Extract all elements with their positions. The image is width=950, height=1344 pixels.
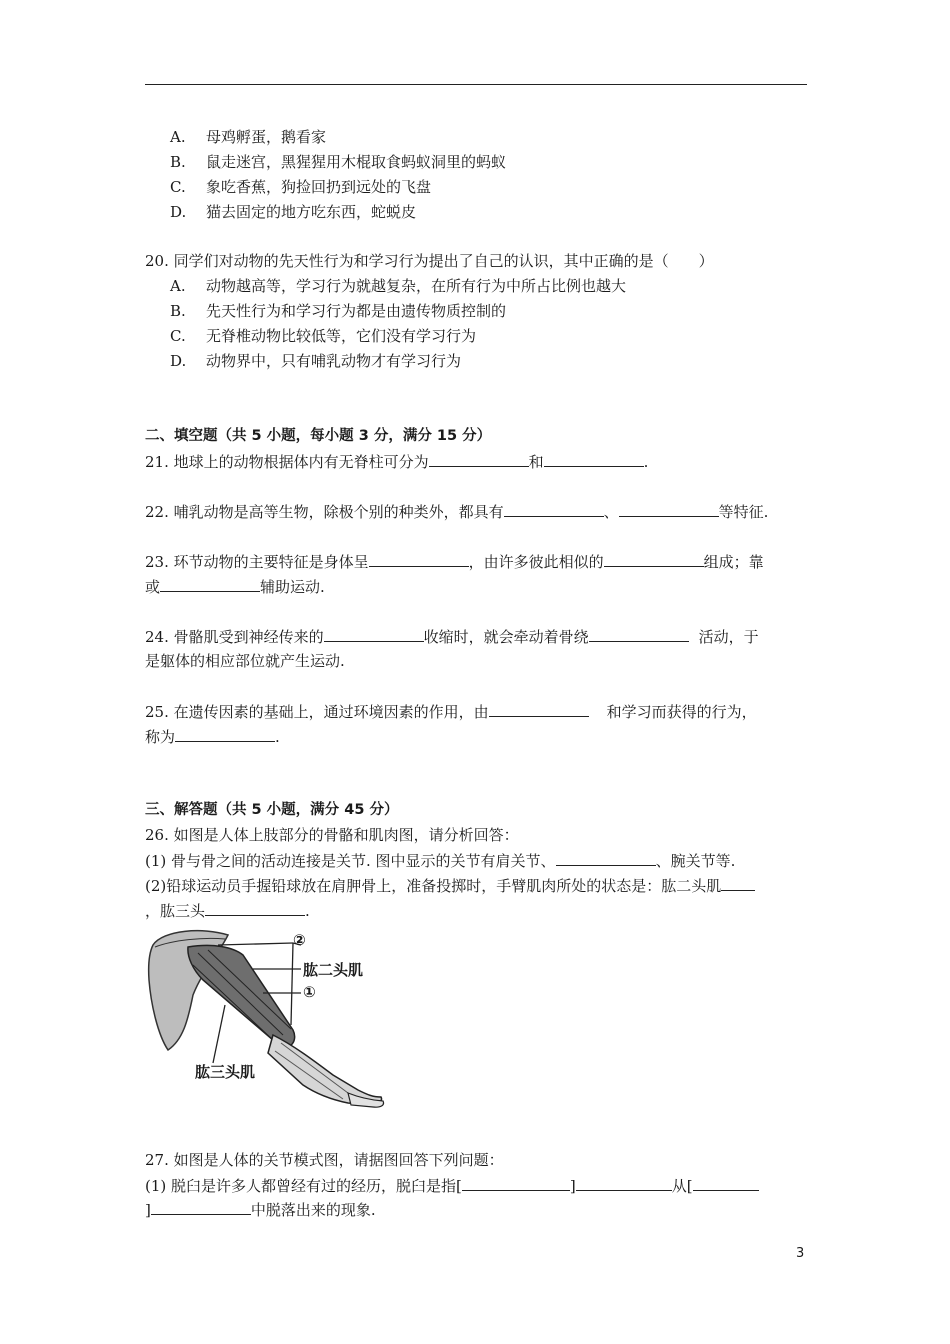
q19-option-d — [170, 202, 416, 222]
answer-blank[interactable] — [160, 576, 260, 592]
q25-text: 和学习而获得的行为， — [606, 703, 757, 721]
option-letter: A. — [170, 277, 186, 295]
q23-line-2 — [145, 576, 325, 597]
q23-text: 组成；靠 — [703, 553, 764, 571]
section-2-heading: 二、填空题（共 5 小题，每小题 3 分，满分 15 分） — [145, 428, 492, 444]
q22 — [145, 501, 768, 522]
q26-part-2 — [145, 875, 755, 896]
answer-blank[interactable] — [429, 451, 529, 467]
q27-text: 中脱落出来的现象. — [250, 1201, 376, 1219]
q20-option-a — [170, 276, 626, 296]
answer-blank[interactable] — [544, 451, 644, 467]
arm-muscle-figure — [143, 925, 393, 1120]
q20-option-d — [170, 351, 461, 371]
q22-text: 等特征. — [718, 503, 769, 521]
q26-text: . — [305, 902, 310, 920]
q24-text: 24. 骨骼肌受到神经传来的 — [145, 628, 324, 646]
option-letter: B. — [170, 302, 186, 320]
answer-blank[interactable] — [205, 900, 305, 916]
option-letter: D. — [170, 203, 187, 221]
q24-line-1 — [145, 626, 759, 647]
q25-text: 称为 — [145, 728, 176, 746]
option-text: 象吃香蕉，狗捡回扔到远处的飞盘 — [206, 178, 432, 196]
q23-text: 辅助运动. — [260, 578, 325, 596]
q24-line-2: 是躯体的相应部位就产生运动. — [145, 652, 345, 670]
answer-blank[interactable] — [693, 1175, 759, 1191]
page-number: 3 — [796, 1246, 805, 1261]
q26-part-2-cont — [145, 900, 310, 921]
answer-blank[interactable] — [489, 701, 589, 717]
q23-line-1 — [145, 551, 764, 572]
option-text: 猫去固定的地方吃东西，蛇蜕皮 — [206, 203, 417, 221]
answer-blank[interactable] — [721, 875, 755, 891]
q27-text: ] — [569, 1177, 576, 1195]
answer-blank[interactable] — [619, 501, 719, 517]
figure-label-1: ① — [303, 983, 316, 1001]
q21-text: . — [643, 453, 649, 471]
q21 — [145, 451, 648, 472]
q23-text: ，由许多彼此相似的 — [468, 553, 604, 571]
q26-text: (2)铅球运动员手握铅球放在肩胛骨上，准备投掷时，手臂肌肉所处的状态是：肱二头肌 — [145, 877, 722, 895]
q23-text: 23. 环节动物的主要特征是身体呈 — [145, 553, 369, 571]
q26-stem: 26. 如图是人体上肢部分的骨骼和肌肉图，请分析回答： — [145, 826, 519, 844]
header-rule — [145, 84, 807, 85]
figure-label-biceps: 肱二头肌 — [303, 961, 364, 979]
q25-text: . — [275, 728, 280, 746]
q27-text: (1) 脱臼是许多人都曾经有过的经历，脱臼是指[ — [145, 1177, 462, 1195]
q27-text: ] — [145, 1201, 151, 1219]
option-text: 动物越高等，学习行为就越复杂，在所有行为中所占比例也越大 — [206, 277, 627, 295]
q26-text: ，肱三头 — [145, 902, 206, 920]
answer-blank[interactable] — [151, 1199, 251, 1215]
option-text: 动物界中，只有哺乳动物才有学习行为 — [206, 352, 462, 370]
option-text: 鼠走迷宫，黑猩猩用木棍取食蚂蚁洞里的蚂蚁 — [206, 153, 507, 171]
q27-text: 从[ — [671, 1177, 693, 1195]
option-letter: B. — [170, 153, 186, 171]
q25-text: 25. 在遗传因素的基础上，通过环境因素的作用，由 — [145, 703, 489, 721]
q25-line-1 — [145, 701, 757, 722]
answer-blank[interactable] — [504, 501, 604, 517]
q24-text: 收缩时，就会牵动着骨绕 — [423, 628, 589, 646]
q21-text: 和 — [528, 453, 544, 471]
option-text: 先天性行为和学习行为都是由遗传物质控制的 — [206, 302, 507, 320]
figure-label-triceps: 肱三头肌 — [195, 1063, 256, 1081]
q23-text: 或 — [145, 578, 161, 596]
answer-blank[interactable] — [175, 726, 275, 742]
q27-part-1 — [145, 1175, 759, 1196]
q26-text: 、腕关节等. — [655, 852, 736, 870]
q25-line-2 — [145, 726, 280, 747]
q19-option-a — [170, 127, 326, 147]
option-letter: C. — [170, 327, 186, 345]
q26-part-1 — [145, 850, 735, 871]
figure-label-2: ② — [293, 931, 306, 949]
answer-blank[interactable] — [324, 626, 424, 642]
q19-option-b — [170, 152, 506, 172]
option-letter: C. — [170, 178, 186, 196]
q20-option-b — [170, 301, 506, 321]
answer-blank[interactable] — [369, 551, 469, 567]
q24-text: 活动，于 — [698, 628, 759, 646]
answer-blank[interactable] — [556, 850, 656, 866]
q22-text: 22. 哺乳动物是高等生物，除极个别的种类外，都具有 — [145, 503, 504, 521]
option-letter: A. — [170, 128, 186, 146]
option-text: 母鸡孵蛋，鹅看家 — [206, 128, 327, 146]
answer-blank[interactable] — [462, 1175, 570, 1191]
q26-text: (1) 骨与骨之间的活动连接是关节. 图中显示的关节有肩关节、 — [145, 852, 556, 870]
q27-stem: 27. 如图是人体的关节模式图，请据图回答下列问题： — [145, 1151, 504, 1169]
q27-part-1-cont — [145, 1199, 376, 1220]
q21-text: 21. 地球上的动物根据体内有无脊柱可分为 — [145, 453, 429, 471]
q20-option-c — [170, 326, 476, 346]
answer-blank[interactable] — [589, 626, 689, 642]
answer-blank[interactable] — [576, 1175, 672, 1191]
option-text: 无脊椎动物比较低等，它们没有学习行为 — [206, 327, 477, 345]
section-3-heading: 三、解答题（共 5 小题，满分 45 分） — [145, 802, 399, 818]
answer-blank[interactable] — [604, 551, 704, 567]
q20-stem: 20. 同学们对动物的先天性行为和学习行为提出了自己的认识，其中正确的是（ ） — [145, 252, 714, 270]
q19-option-c — [170, 177, 431, 197]
q22-text: 、 — [603, 503, 619, 521]
option-letter: D. — [170, 352, 187, 370]
arm-illustration — [143, 925, 393, 1120]
